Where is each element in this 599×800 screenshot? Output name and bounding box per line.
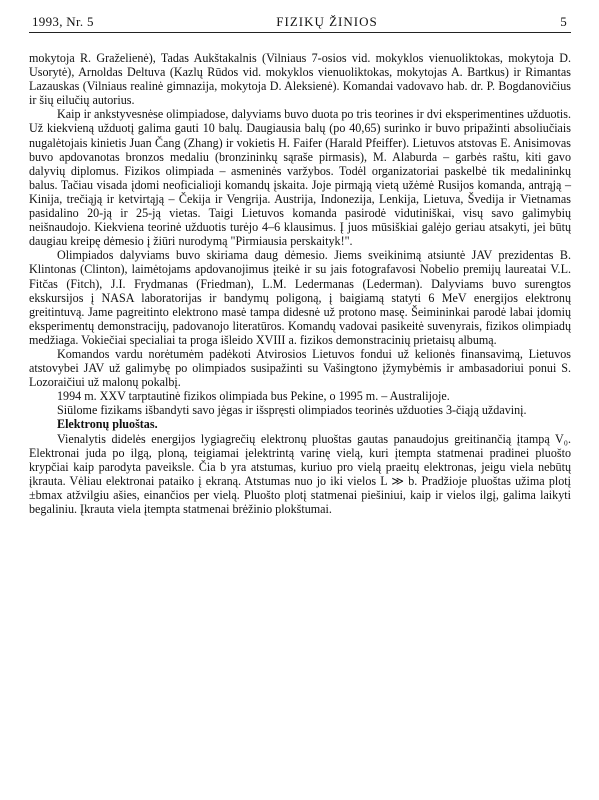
journal-title: FIZIKŲ ŽINIOS bbox=[276, 14, 378, 29]
paragraph-results: Kaip ir ankstyvesnėse olimpiadose, dalyviams buvo duota po tris teorines ir dvi eksperimentines užduotis. Už kiekvieną užduotį galima gauti 10 balų. Daugiausia balų (po 40,65) surinko ir buvo pripažinti absoliučiais nugalėtojais kinietis Juan Čang (Zhang) ir vokietis H. Faifer (Harald Pfeiffer). Lietuvos atstovas E. Anisimovas buvo apdovanotas bronzos medaliu (bronzininkų sąraše pirmasis), M. Alaburda – garbės raštu, kiti gavo dalyvių diplomus. Fizikos olimpiada – asmeninės varžybos. Todėl organizatoriai paskelbė tik medalininkų balus. Tačiau visada įdomi neoficialioji komandų įskaita. Joje pirmąją vietą užėmė Rusijos komanda, antrąją – Kinija, trečiąją ir ketvirtąją – Čekija ir Vengrija. Austrija, Indonezija, Lenkija, Lietuva, Švedija ir Vietnamas pasidalino 20-ją ir 25-ją vietas. Taigi Lietuvos komanda pasirodė vidutiniškai, visų savo galimybių neišnaudojo. Kiekviena teorinė užduotis turėjo 4–6 klausimus. Į juos mūsiškiai galėjo geriau atsakyti, jei būtų daugiau kreipę dėmesio į žiūri nurodymą "Pirmiausia perskaityk!". bbox=[29, 107, 571, 249]
running-header bbox=[29, 14, 571, 33]
paragraph-problem-statement: Vienalytis didelės energijos lygiagrečių elektronų pluoštas gautas panaudojus greitinančią įtampą V₀. Elektronai juda po ilgą, ploną, teigiamai įelektrintą varinę vielą, kuri įtempta statmenai pradinei pluošto krypčiai kaip parodyta paveiksle. Čia b yra atstumas, kuriuo pro vielą praeitų elektronas, jeigu viela nebūtų įkrauta. Vėliau elektronai pataiko į ekraną. Atstumas nuo jo iki vielos L ≫ b. Pradžioje pluoštas užima plotį ±bmax atžvilgiu ašies, einančios per vielą. Pluošto plotį statmenai piešiniui, kaip ir vielos ilgį, galima laikyti begaliniu. Įkrauta viela įtempta statmenai brėžinio plokštumai. bbox=[29, 431, 571, 516]
article-body bbox=[29, 51, 571, 516]
issue-label: 1993, Nr. 5 bbox=[32, 14, 94, 29]
paragraph-thanks: Komandos vardu norėtumėm padėkoti Atvirosios Lietuvos fondui už kelionės finansavimą, Lietuvos atstovybei JAV už galimybę po olimpiados susipažinti su Vašingtono įžymybėmis ir ambasadoriui ponui S. Lozoraičiui už malonų pokalbį. bbox=[29, 346, 571, 390]
page-number: 5 bbox=[560, 14, 567, 29]
paragraph-invitation: Siūlome fizikams išbandyti savo jėgas ir išspręsti olimpiados teorinės užduoties 3-čiąją uždavinį. bbox=[57, 403, 527, 418]
paragraph-attention: Olimpiados dalyviams buvo skiriama daug dėmesio. Jiems sveikinimą atsiuntė JAV prezidentas B. Klintonas (Clinton), laimėtojams apdovanojimus įteikė ir su jais fotografavosi Nobelio premijų laureatai V.L. Fitčas (Fitch), J.I. Frydmanas (Friedman), L.M. Ledermanas (Lederman). Dalyviams buvo surengtos ekskursijos į NASA laboratorijas ir bandymų poligoną, į baigiamą statyti 6 MeV energijos elektronų greitintuvą. Jame pagreitinto elektrono masė tampa didesnė už protono masę. Šeimininkai parodė labai įdomių eksperimentų demonstracijų, padovanojo literatūros. Komandų vadovai pasikeitė suvenyrais, fizikos olimpiadų medžiaga. Vokiečiai specialiai ta proga išleido XVIII a. fizikos demonstracinių prietaisų albumą. bbox=[29, 248, 571, 347]
paragraph-team-members: mokytoja R. Graželienė), Tadas Aukštakalnis (Vilniaus 7-osios vid. mokyklos vienuoliktokas, mokytoja D. Usorytė), Arnoldas Deltuva (Kazlų Rūdos vid. mokyklos vienuoliktokas, mokytojas A. Bartkus) ir Rimantas Lazauskas (Vilniaus realinė gimnazija, mokytoja D. Aleksienė). Komandai vadovavo hab. dr. P. Bogdanovičius ir šių eilučių autorius. bbox=[29, 51, 571, 108]
problem-heading: Elektronų pluoštas. bbox=[57, 417, 158, 432]
paragraph-next-olympiad: 1994 m. XXV tarptautinė fizikos olimpiada bus Pekine, o 1995 m. – Australijoje. bbox=[57, 389, 450, 404]
